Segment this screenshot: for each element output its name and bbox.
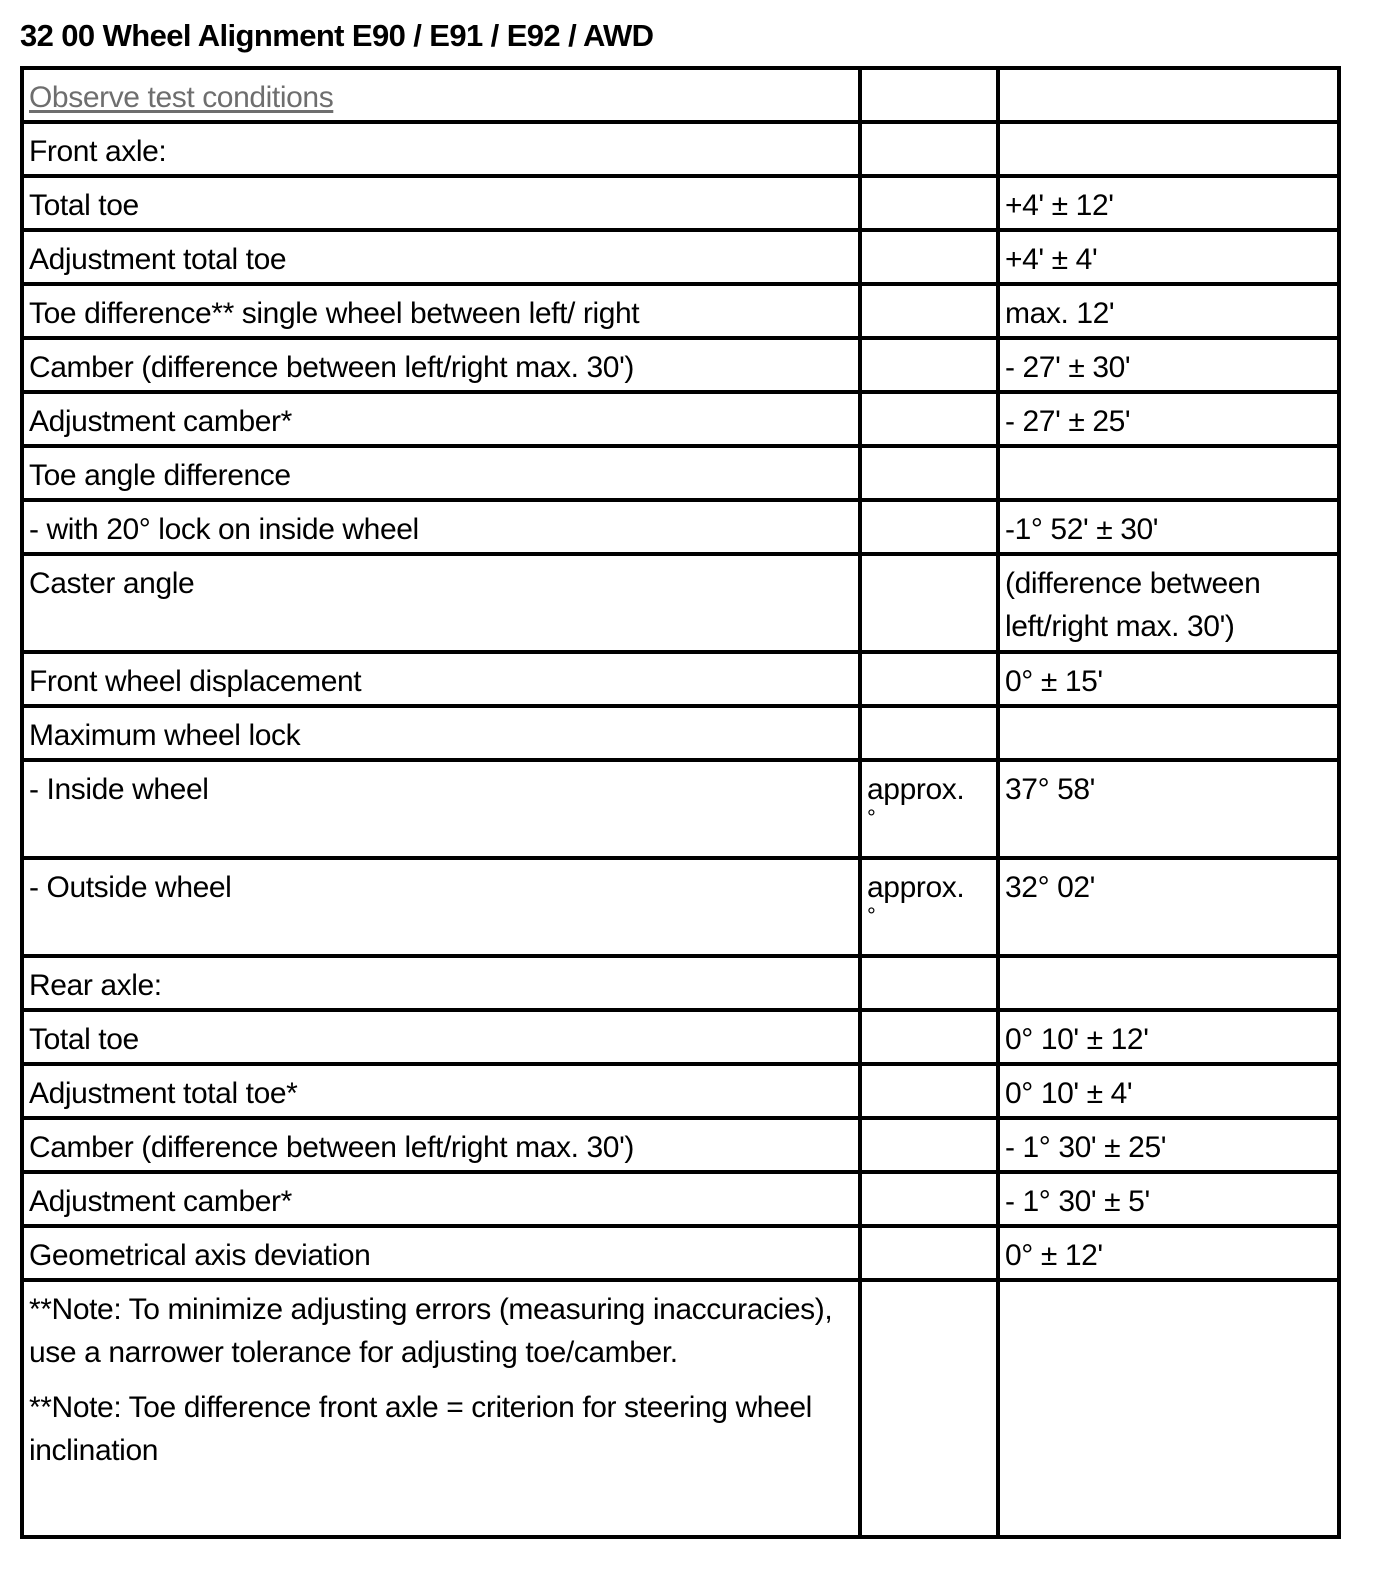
table-cell-value: max. 12': [998, 284, 1339, 338]
table-row: [22, 1064, 1339, 1118]
table-cell-label: Adjustment total toe*: [22, 1064, 860, 1118]
table-cell-label: Total toe: [22, 1010, 860, 1064]
table-cell-label: [22, 68, 860, 122]
table-cell-label: Camber (difference between left/right max. 30'): [22, 338, 860, 392]
table-cell-qualifier: [860, 706, 998, 760]
table-cell-qualifier: [860, 1172, 998, 1226]
table-row: [22, 1118, 1339, 1172]
table-cell-label: Front wheel displacement: [22, 652, 860, 706]
table-cell-qualifier: [860, 1064, 998, 1118]
table-cell-value: [998, 1280, 1339, 1537]
table-cell-qualifier: [860, 1010, 998, 1064]
observe-test-conditions-link[interactable]: Observe test conditions: [29, 81, 334, 114]
table-row: [22, 392, 1339, 446]
wheel-alignment-table: [20, 66, 1341, 1539]
table-cell-value: 32° 02': [998, 858, 1339, 956]
table-cell-qualifier: [860, 1118, 998, 1172]
table-row: [22, 760, 1339, 858]
table-cell-label: Camber (difference between left/right max. 30'): [22, 1118, 860, 1172]
table-row: [22, 956, 1339, 1010]
table-cell-value: 0° 10' ± 12': [998, 1010, 1339, 1064]
table-row: [22, 500, 1339, 554]
table-row: [22, 554, 1339, 652]
table-row: [22, 284, 1339, 338]
qualifier-text: approx.: [867, 773, 965, 806]
table-cell-qualifier: [860, 652, 998, 706]
table-cell-qualifier: [860, 554, 998, 652]
table-cell-qualifier: [860, 122, 998, 176]
table-cell-label: - Outside wheel: [22, 858, 860, 956]
table-cell-qualifier: [860, 956, 998, 1010]
table-row: [22, 230, 1339, 284]
table-cell-label: - with 20° lock on inside wheel: [22, 500, 860, 554]
table-cell-label: Adjustment camber*: [22, 1172, 860, 1226]
table-cell-label: - Inside wheel: [22, 760, 860, 858]
table-cell-qualifier: [860, 284, 998, 338]
table-cell-value: [998, 122, 1339, 176]
table-row: [22, 122, 1339, 176]
table-row: [22, 176, 1339, 230]
table-cell-label: Adjustment total toe: [22, 230, 860, 284]
table-cell-label: Front axle:: [22, 122, 860, 176]
table-cell-value: [998, 68, 1339, 122]
table-row: [22, 1226, 1339, 1280]
table-cell-qualifier: [860, 392, 998, 446]
table-cell-label: Toe difference** single wheel between left/ right: [22, 284, 860, 338]
table-row: [22, 446, 1339, 500]
table-cell-value: [998, 956, 1339, 1010]
table-row: [22, 1172, 1339, 1226]
table-cell-qualifier: [860, 858, 998, 956]
table-cell-qualifier: [860, 338, 998, 392]
table-cell-value: [998, 446, 1339, 500]
table-cell-value: [998, 706, 1339, 760]
note-paragraph: **Note: To minimize adjusting errors (measuring inaccuracies), use a narrower tolerance for adjusting toe/camber.: [29, 1293, 833, 1369]
table-cell-value: 37° 58': [998, 760, 1339, 858]
table-cell-qualifier: [860, 1280, 998, 1537]
table-cell-value: - 27' ± 25': [998, 392, 1339, 446]
table-row-notes: [22, 1280, 1339, 1537]
table-cell-value: -1° 52' ± 30': [998, 500, 1339, 554]
table-cell-qualifier: [860, 68, 998, 122]
table-cell-value: - 27' ± 30': [998, 338, 1339, 392]
table-cell-label: Rear axle:: [22, 956, 860, 1010]
table-cell-qualifier: [860, 176, 998, 230]
notes-cell: [22, 1280, 860, 1537]
table-cell-label: Total toe: [22, 176, 860, 230]
table-cell-value: 0° ± 12': [998, 1226, 1339, 1280]
table-cell-value: +4' ± 4': [998, 230, 1339, 284]
table-cell-value: (difference between left/right max. 30'): [998, 554, 1339, 652]
table-row: [22, 1010, 1339, 1064]
table-row: [22, 706, 1339, 760]
table-row-header-link: [22, 68, 1339, 122]
table-cell-value: - 1° 30' ± 5': [998, 1172, 1339, 1226]
table-cell-value: +4' ± 12': [998, 176, 1339, 230]
table-cell-label: Adjustment camber*: [22, 392, 860, 446]
table-cell-qualifier: [860, 230, 998, 284]
note-paragraph: **Note: Toe difference front axle = criterion for steering wheel inclination: [29, 1391, 812, 1467]
table-cell-qualifier: [860, 500, 998, 554]
table-cell-label: Caster angle: [22, 554, 860, 652]
table-cell-label: Toe angle difference: [22, 446, 860, 500]
table-cell-label: Maximum wheel lock: [22, 706, 860, 760]
table-cell-qualifier: [860, 760, 998, 858]
table-cell-value: 0° 10' ± 4': [998, 1064, 1339, 1118]
table-cell-label: Geometrical axis deviation: [22, 1226, 860, 1280]
table-cell-value: - 1° 30' ± 25': [998, 1118, 1339, 1172]
table-cell-qualifier: [860, 446, 998, 500]
table-row: [22, 652, 1339, 706]
qualifier-unit: °: [867, 903, 876, 928]
qualifier-unit: °: [867, 805, 876, 830]
table-row: [22, 338, 1339, 392]
page-title: 32 00 Wheel Alignment E90 / E91 / E92 / AWD: [20, 18, 654, 53]
qualifier-text: approx.: [867, 871, 965, 904]
table-cell-value: 0° ± 15': [998, 652, 1339, 706]
table-cell-qualifier: [860, 1226, 998, 1280]
table-row: [22, 858, 1339, 956]
